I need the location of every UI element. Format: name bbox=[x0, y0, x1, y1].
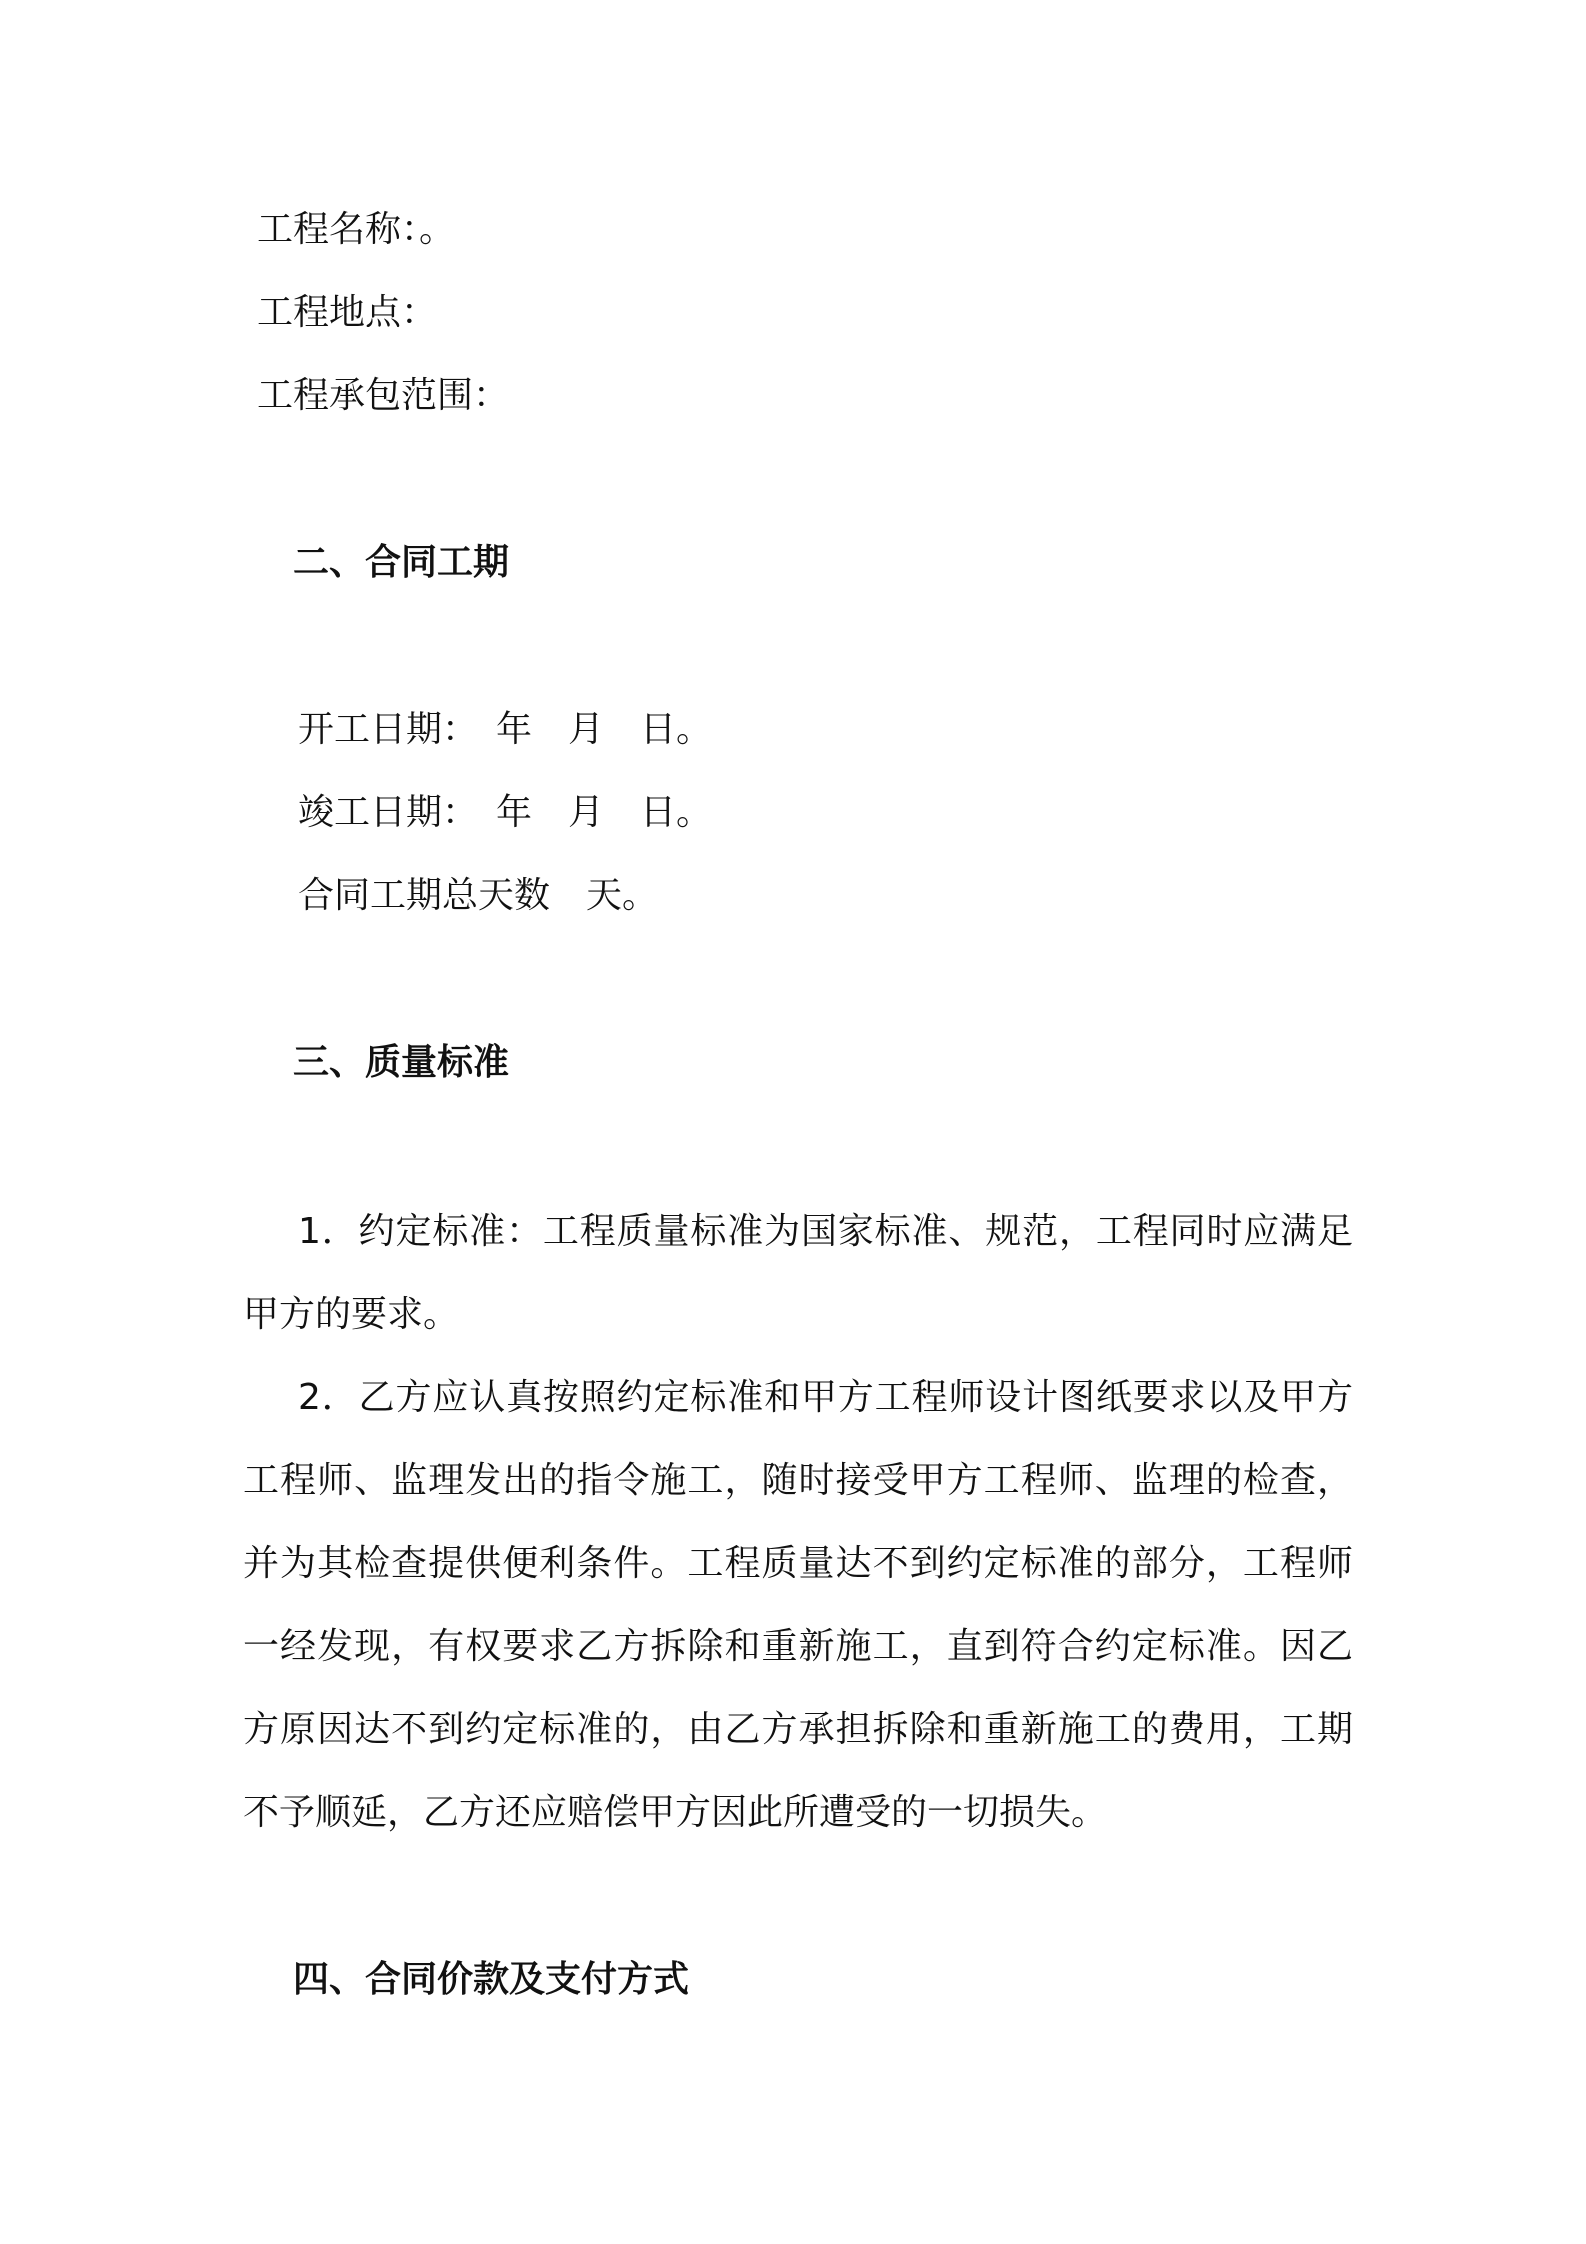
total-days-line: 合同工期总天数 天。 bbox=[298, 875, 659, 916]
quality-item-1: 1．约定标准：工程质量标准为国家标准、规范，工程同时应满足甲方的要求。 bbox=[243, 1211, 1353, 1335]
section-heading-payment: 四、合同价款及支付方式 bbox=[293, 1959, 690, 2000]
section-heading-quality: 三、质量标准 bbox=[293, 1042, 510, 1083]
section-heading-schedule: 二、合同工期 bbox=[293, 542, 510, 583]
end-date-line: 竣工日期： 年 月 日。 bbox=[298, 792, 713, 833]
project-scope-line: 工程承包范围： bbox=[257, 375, 510, 416]
start-date-line: 开工日期： 年 月 日。 bbox=[298, 709, 713, 750]
project-location-line: 工程地点： bbox=[257, 292, 438, 333]
project-name-line: 工程名称：。 bbox=[257, 209, 456, 250]
quality-item-2: 2．乙方应认真按照约定标准和甲方工程师设计图纸要求以及甲方工程师、监理发出的指令施工，随时接受甲方工程师、监理的检查，并为其检查提供便利条件。工程质量达不到约定标准的部分，工程师一经发现，有权要求乙方拆除和重新施工，直到符合约定标准。因乙方原因达不到约定标准的，由乙方承担拆除和重新施工的费用，工期不予顺延，乙方还应赔偿甲方因此所遭受的一切损失。 bbox=[243, 1377, 1353, 1833]
